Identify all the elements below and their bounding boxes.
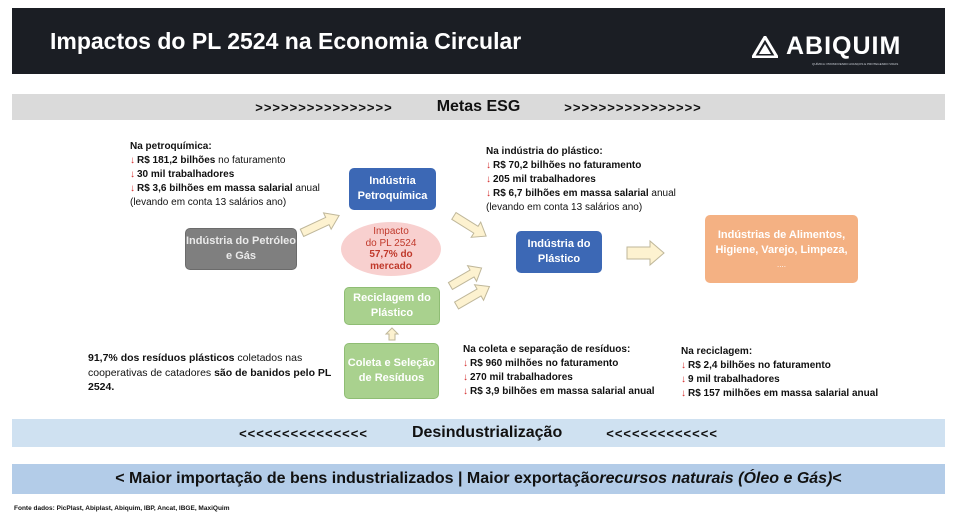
waste-banned-text: são de banidos pelo PL 2524.	[88, 366, 332, 394]
esg-left-arrows: >>>>>>>>>>>>>>>>	[255, 99, 393, 115]
plastic-revenue: R$ 70,2 bilhões no faturamento	[493, 160, 642, 171]
down-arrow-icon: ↓	[130, 169, 135, 180]
arrow-oil-to-petro	[298, 211, 344, 237]
logo-tagline: QUÍMICA: PROMOVENDO AVANÇOS E PROTEGENDO VIDAS	[812, 62, 899, 66]
down-arrow-icon: ↓	[681, 388, 686, 399]
header-bar	[12, 8, 945, 74]
import-export-text-1: < Maior importação de bens industrializados | Maior exportação	[115, 470, 600, 487]
petrochem-payroll-suffix: anual	[292, 183, 320, 194]
plastic-industry-box: Indústria do Plástico	[516, 231, 602, 273]
down-arrow-icon: ↓	[681, 360, 686, 371]
down-arrow-icon: ↓	[130, 183, 135, 194]
collection-payroll: R$ 3,9 bilhões em massa salarial anual	[470, 386, 655, 397]
collection-note	[463, 343, 655, 399]
consumer-industries-label: Indústrias de Alimentos, Higiene, Varejo, Limpeza,	[715, 229, 848, 257]
impact-market: mercado	[370, 260, 412, 272]
import-export-text-3: <	[832, 470, 842, 487]
deindustrialization-band	[12, 419, 945, 447]
abiquim-logo-icon	[752, 36, 778, 58]
collection-note-heading: Na coleta e separação de resíduos:	[463, 344, 631, 355]
recycling-payroll: R$ 157 milhões em massa salarial anual	[688, 388, 879, 399]
collection-workers: 270 mil trabalhadores	[470, 372, 573, 383]
petrochem-payroll: R$ 3,6 bilhões em massa salarial	[137, 183, 293, 194]
down-arrow-icon: ↓	[463, 358, 468, 369]
import-export-band	[12, 464, 945, 494]
down-arrow-icon: ↓	[130, 155, 135, 166]
plastic-payroll-suffix: anual	[648, 188, 676, 199]
down-arrow-icon: ↓	[463, 386, 468, 397]
down-arrow-icon: ↓	[463, 372, 468, 383]
deind-left-arrows: <<<<<<<<<<<<<<<	[239, 425, 368, 441]
waste-collection-box: Coleta e Seleção de Resíduos	[344, 343, 439, 399]
logo-text: ABIQUIM	[786, 32, 902, 60]
plastic-recycling-box: Reciclagem do Plástico	[344, 287, 440, 325]
down-arrow-icon: ↓	[486, 160, 491, 171]
data-source: Fonte dados: PicPlast, Abiplast, Abiquim, IBP, Ancat, IBGE, MaxiQuim	[14, 505, 230, 512]
petrochem-note	[130, 140, 320, 210]
impact-label: Impacto	[373, 226, 409, 237]
plastic-payroll-footnote: (levando em conta 13 salários ano)	[486, 202, 643, 213]
import-export-italic: recursos naturais (Óleo e Gás)	[599, 470, 833, 487]
consumer-industries-box	[705, 215, 858, 283]
arrow-recycling-to-plastic	[452, 282, 494, 310]
arrow-petro-to-plastic	[449, 210, 491, 242]
down-arrow-icon: ↓	[681, 374, 686, 385]
consumer-industries-ellipsis: ....	[777, 259, 786, 269]
abiquim-logo	[752, 32, 902, 66]
esg-band	[12, 94, 945, 120]
petrochemical-industry-box: Indústria Petroquímica	[349, 168, 436, 210]
waste-percentage: 91,7% dos resíduos plásticos	[88, 352, 235, 364]
recycling-revenue: R$ 2,4 bilhões no faturamento	[688, 360, 831, 371]
impact-law: do PL 2524	[365, 237, 417, 249]
petrochem-note-heading: Na petroquímica:	[130, 141, 212, 152]
down-arrow-icon: ↓	[486, 174, 491, 185]
plastic-note	[486, 145, 676, 215]
plastic-workers: 205 mil trabalhadores	[493, 174, 596, 185]
petrochem-revenue: R$ 181,2 bilhões	[137, 155, 216, 166]
recycling-workers: 9 mil trabalhadores	[688, 374, 780, 385]
esg-right-arrows: >>>>>>>>>>>>>>>>	[564, 99, 702, 115]
recycling-note	[681, 345, 878, 401]
recycling-note-heading: Na reciclagem:	[681, 346, 753, 357]
impact-ellipse	[341, 222, 441, 276]
esg-label: Metas ESG	[436, 98, 521, 115]
down-arrow-icon: ↓	[486, 188, 491, 199]
plastic-note-heading: Na indústria do plástico:	[486, 146, 603, 157]
arrow-collection-to-recycling	[385, 327, 399, 341]
collection-revenue: R$ 960 milhões no faturamento	[470, 358, 619, 369]
plastic-payroll: R$ 6,7 bilhões em massa salarial	[493, 188, 649, 199]
waste-note-middle: coletados nas cooperativas de catadores	[88, 352, 303, 379]
oil-gas-industry-box: Indústria do Petróleo e Gás	[185, 228, 297, 270]
petrochem-payroll-footnote: (levando em conta 13 salários ano)	[130, 197, 287, 208]
petrochem-workers: 30 mil trabalhadores	[137, 169, 235, 180]
waste-banned-note	[88, 351, 348, 395]
page-title: Impactos do PL 2524 na Economia Circular	[50, 28, 522, 54]
arrow-plastic-to-consumers	[626, 240, 666, 266]
deind-label: Desindustrialização	[411, 424, 563, 441]
deind-right-arrows: <<<<<<<<<<<<<	[606, 425, 718, 441]
impact-share: 57,7% do	[369, 249, 413, 260]
petrochem-revenue-suffix: no faturamento	[215, 155, 286, 166]
